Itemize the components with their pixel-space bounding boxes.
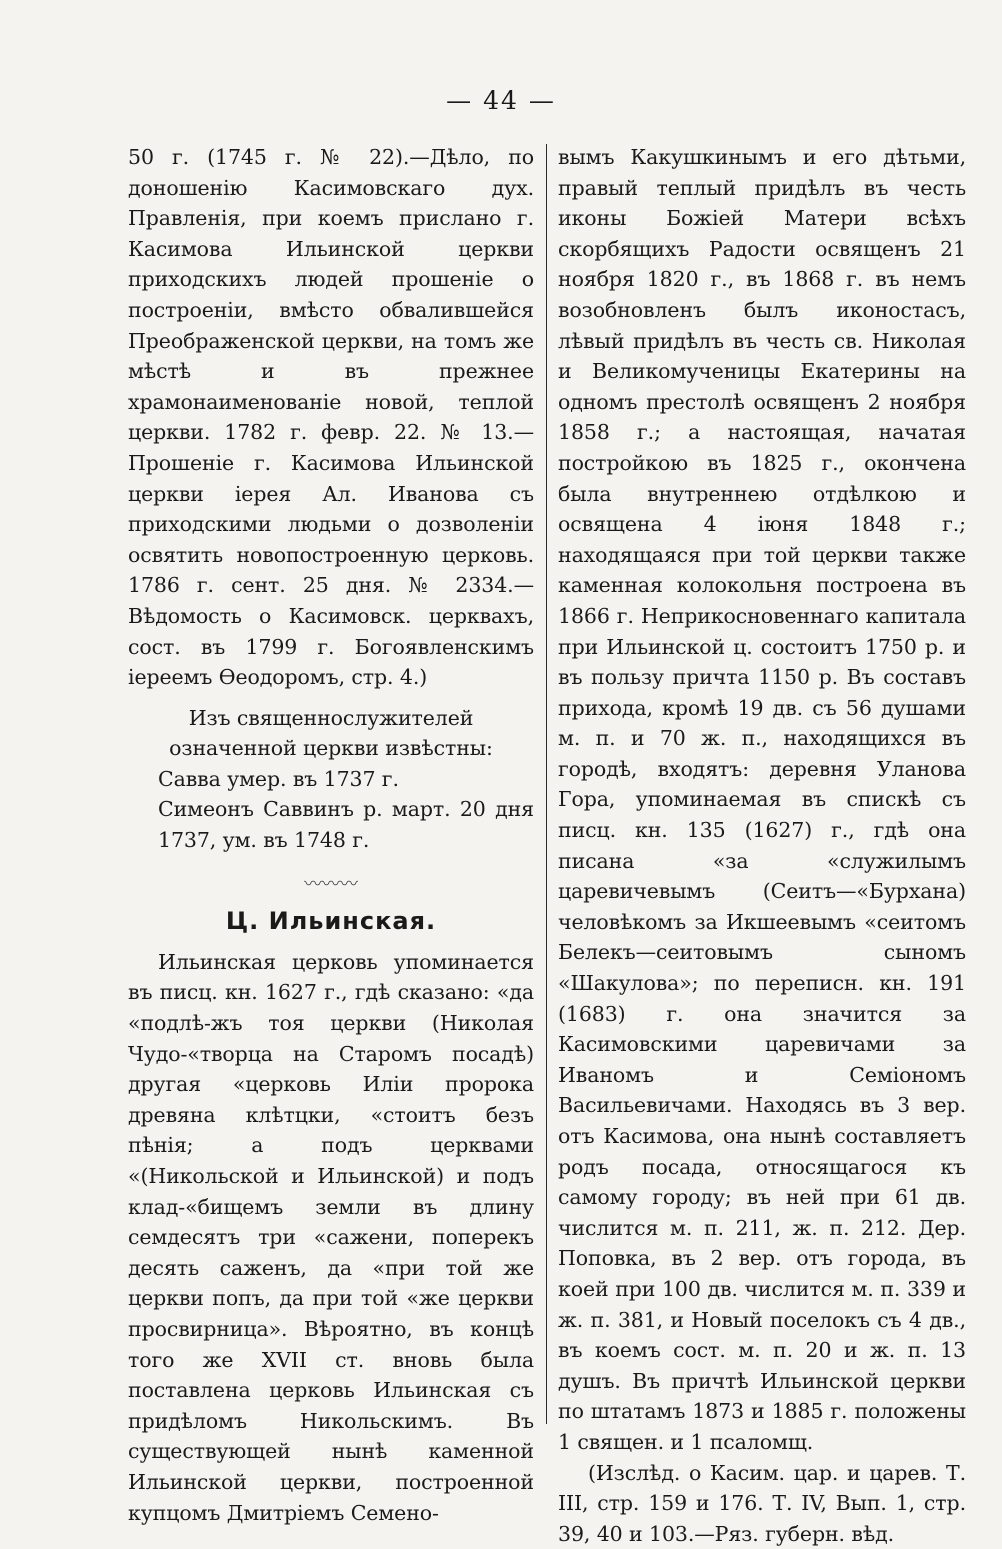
church-description-paragraph: вымъ Какушкинымъ и его дѣтьми, правый теплый придѣлъ въ честь иконы Божіей Матери всѣхъ скорбящихъ Радости освященъ 21 ноября 1820 г., въ 1868 г. въ немъ возобновленъ былъ иконостасъ, лѣвый придѣлъ въ честь св. Николая и Великомученицы Екатерины на одномъ престолѣ освященъ 2 ноября 1858 г.; а настоящая, начатая постройкою въ 1825 г., окончена была внутреннею отдѣлкою и освящена 4 іюня 1848 г.; находящаяся при той церкви также каменная колокольня построена въ 1866 г. Неприкосновеннаго капитала при Ильинской ц. состоитъ 1750 р. и въ пользу причта 1150 р. Въ составъ прихода, кромѣ 19 дв. съ 56 душами м. п. и 70 ж. п., находящихся въ городѣ, входятъ: деревня Уланова Гора, упоминаемая въ спискѣ съ писц. кн. 135 (1627) г., гдѣ она писана «за «служилымъ царевичевымъ (Сеитъ—«Бурхана) человѣкомъ за Икшеевымъ «сеитомъ Белекъ—сеитовымъ сыномъ «Шакулова»; по переписн. кн. 191 (1683) г. она значится за Касимовскими царевичами за Иваномъ и Семіономъ Васильевичами. Находясь въ 3 вер. отъ Касимова, она нынѣ составляетъ родъ посада, относящагося къ самому городу; въ ней при 61 дв. числится м. п. 211, ж. п. 212. Дер. Поповка, въ 2 вер. отъ города, въ коей при 100 дв. числится м. п. 339 и ж. п. 381, и Новый поселокъ съ 4 дв., въ коемъ сост. м. п. 20 и ж. п. 13 душъ. Въ причтѣ Ильинской церкви по штатамъ 1873 и 1885 г. положены 1 священ. и 1 псаломщ. bbox=[558, 145, 966, 1454]
clergy-item: Савва умер. въ 1737 г. bbox=[158, 766, 399, 791]
church-history-paragraph: Ильинская церковь упоминается въ писц. кн. 1627 г., гдѣ сказано: «да «подлѣ-жъ тоя церкви (Николая Чудо-«творца на Старомъ посадѣ) другая «церковь Иліи пророка древяна клѣтцки, «стоитъ безъ пѣнія; а подъ церквами «(Никольской и Ильинской) и подъ клад-«бищемъ земли въ длину семдесятъ три «сажени, поперекъ десять саженъ, да «при той же церкви попъ, да при той «же церкви просвирница». Вѣроятно, въ концѣ того же XVII ст. вновь была поставлена церковь Ильинская съ придѣломъ Никольскимъ. Въ существующей нынѣ каменной Ильинской церкви, построенной купцомъ Дмитріемъ Семено- bbox=[128, 949, 534, 1525]
clergy-intro: Изъ священнослужителей означенной церкви извѣстны: bbox=[169, 705, 493, 761]
page-number: — 44 — bbox=[446, 86, 556, 115]
section-divider-ornament: 〰〰〰 bbox=[304, 873, 358, 895]
column-divider bbox=[546, 144, 547, 1424]
clergy-item: Симеонъ Саввинъ р. март. 20 дня 1737, ум. въ 1748 г. bbox=[158, 797, 534, 853]
sources-paragraph: (Изслѣд. о Касим. цар. и царев. Т. III, стр. 159 и 176. Т. IV, Вып. 1, стр. 39, 40 и 103.—Ряз. губерн. вѣд. bbox=[558, 1460, 966, 1546]
right-column bbox=[558, 142, 966, 1549]
left-column bbox=[128, 142, 534, 1528]
section-heading: Ц. Ильинская. bbox=[225, 907, 437, 936]
archival-references-paragraph: 50 г. (1745 г. № 22).—Дѣло, по доношенію Касимовскаго дух. Правленія, при коемъ прислано г. Касимова Ильинской церкви приходскихъ людей прошеніе о построеніи, вмѣсто обвалившейся Преображенской церкви, на томъ же мѣстѣ и въ прежнее храмонаименованіе новой, теплой церкви. 1782 г. февр. 22. № 13.—Прошеніе г. Касимова Ильинской церкви іерея Ал. Иванова съ приходскими людьми о дозволеніи освятить новопостроенную церковь. 1786 г. сент. 25 дня. № 2334.—Вѣдомость о Касимовск. церквахъ, сост. въ 1799 г. Богоявленскимъ іереемъ Ѳеодоромъ, стр. 4.) bbox=[128, 145, 534, 690]
